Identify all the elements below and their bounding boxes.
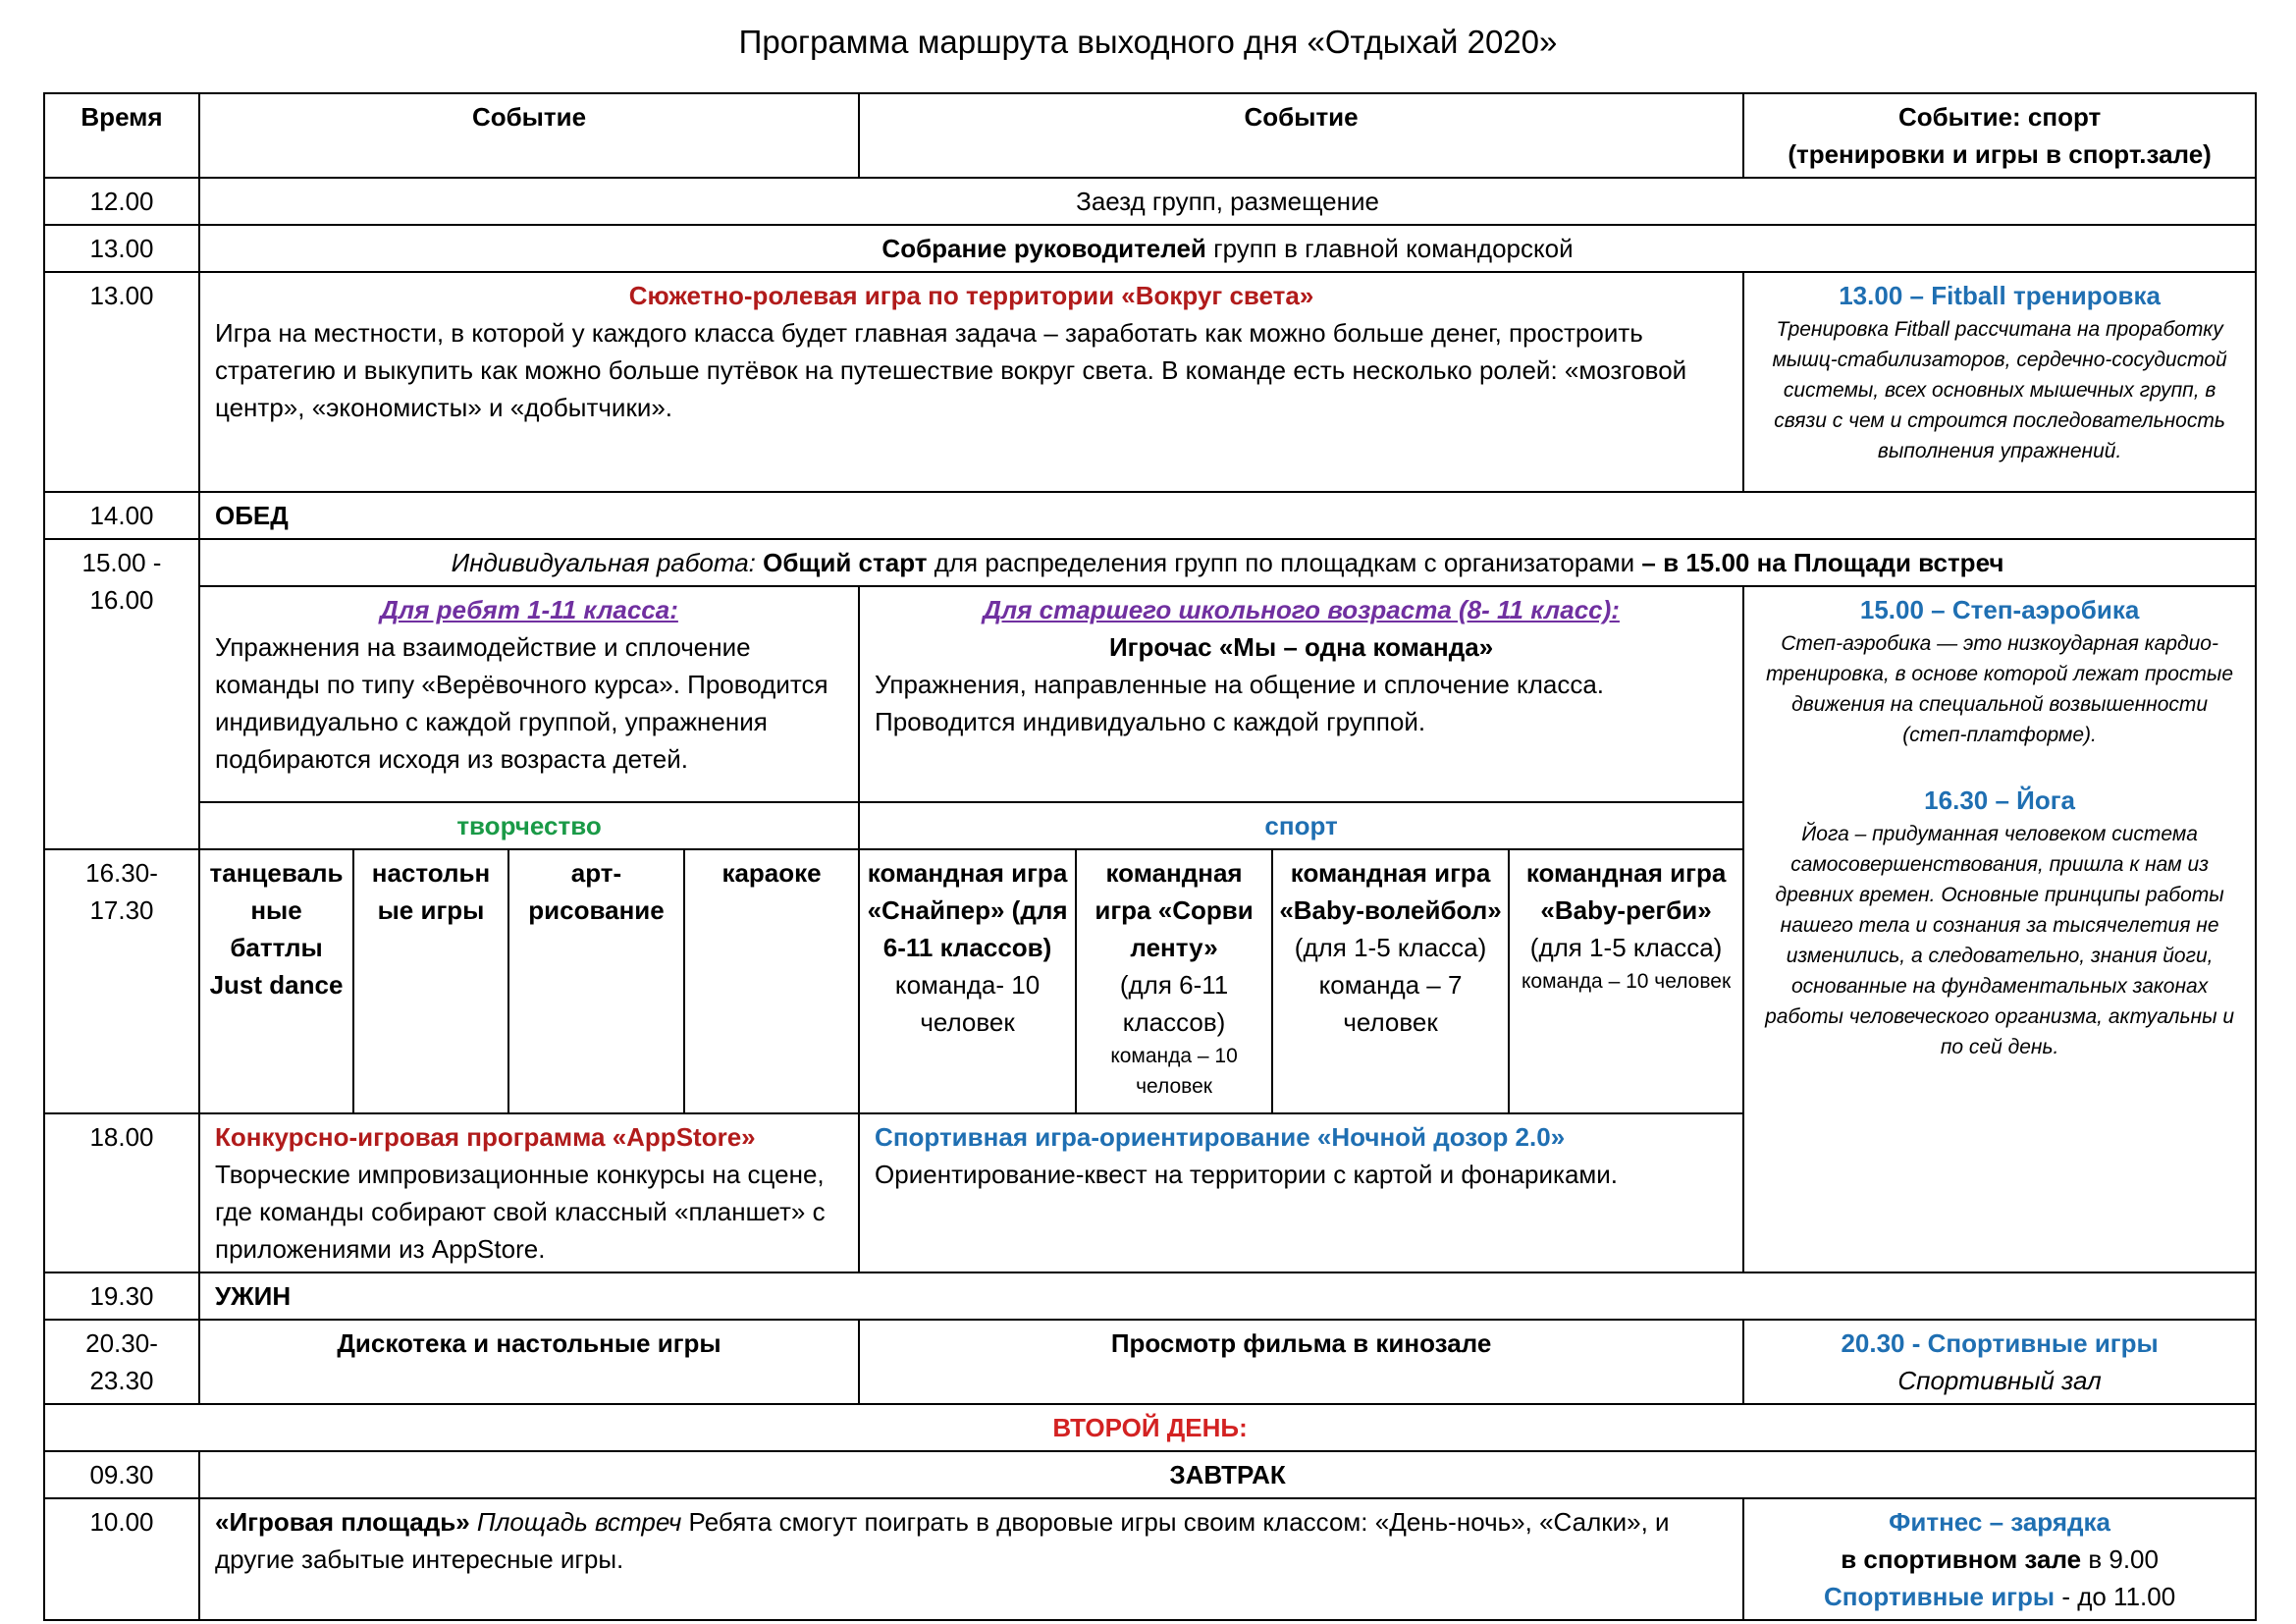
sport-games-line: [1759, 1578, 2240, 1615]
role-game-title: Сюжетно-ролевая игра по территории «Вокруг света»: [628, 281, 1314, 310]
play-square-place: Площадь встреч: [469, 1507, 682, 1537]
general-start: Общий старт: [763, 548, 928, 577]
yoga-title: 16.30 – Йога: [1924, 785, 2076, 815]
role-game-body: Игра на местности, в которой у каждого класса будет главная задача – заработать как можно больше денег, простроить стратегию и выкупить как можно больше путёвок на путешествие вокруг света. В команде есть несколько ролей: «мозговой центр», «экономисты» и «добытчики».: [215, 318, 1687, 422]
page-title: Программа маршрута выходного дня «Отдыхай 2020»: [738, 24, 1558, 60]
step-title: 15.00 – Степ-аэробика: [1859, 595, 2140, 624]
header-time: Время: [44, 93, 199, 178]
table-row: [44, 539, 2256, 586]
play-square-body: Ребята смогут поиграть в дворовые игры своим классом: «День-ночь», «Салки», и другие забытые интересные игры.: [215, 1507, 1670, 1574]
time-line1: 16.30-: [85, 858, 158, 888]
game-sniper-title: командная игра «Снайпер» (для 6-11 классов): [867, 858, 1068, 962]
fitball-title: 13.00 – Fitball тренировка: [1839, 281, 2161, 310]
game-rugby-title: командная игра «Baby-регби»: [1525, 858, 1727, 925]
individual-work-cell: [199, 539, 2256, 586]
fitball-cell: [1743, 272, 2256, 492]
table-row: [44, 1404, 2256, 1451]
time-line2: 16.00: [89, 585, 154, 615]
row-time: 13.00: [44, 272, 199, 492]
row-time: 12.00: [44, 178, 199, 225]
meeting-bold: Собрание руководителей: [881, 234, 1206, 263]
lunch-text: ОБЕД: [199, 492, 2256, 539]
old-subtitle: Игрочас «Мы – одна команда»: [1108, 632, 1494, 662]
dinner-text: УЖИН: [199, 1272, 2256, 1320]
row-time: [44, 539, 199, 849]
game-sniper: [859, 849, 1076, 1113]
game-rugby-note: (для 1-5 класса): [1529, 933, 1723, 962]
row-time: 13.00: [44, 225, 199, 272]
schedule-table: [43, 92, 2257, 1621]
sport-games-label: Спортивные игры: [1824, 1582, 2056, 1611]
young-body: Упражнения на взаимодействие и сплочение команды по типу «Верёвочного курса». Проводится индивидуально с каждой группой, упражнения подбираются исходя из возраста детей.: [215, 632, 828, 774]
activity-dance: танцеваль ные баттлы Just dance: [199, 849, 353, 1113]
fitness-time: в 9.00: [2081, 1544, 2159, 1574]
old-body: Упражнения, направленные на общение и сплочение класса. Проводится индивидуально с каждой группой.: [875, 670, 1605, 736]
time-line1: 20.30-: [85, 1328, 158, 1358]
header-sport-line1: Событие: спорт: [1897, 102, 2102, 132]
game-volleyball-note: (для 1-5 класса) команда – 7 человек: [1294, 933, 1487, 1037]
morning-sport-cell: [1743, 1498, 2256, 1620]
table-row: [44, 586, 2256, 802]
table-row: [44, 225, 2256, 272]
table-row: [44, 178, 2256, 225]
table-row: [44, 492, 2256, 539]
arrival-text: Заезд групп, размещение: [199, 178, 2256, 225]
step-yoga-cell: [1743, 586, 2256, 1272]
header-row: [44, 93, 2256, 178]
fitball-body: Тренировка Fitball рассчитана на проработку мышц-стабилизаторов, сердечно-сосудистой системы, всех основных мышечных групп, в связи с чем и строится последовательность выполнения упражнений.: [1772, 318, 2227, 462]
night-watch-cell: [859, 1113, 1743, 1272]
header-sport: [1743, 93, 2256, 178]
game-volleyball: [1272, 849, 1509, 1113]
row-time: [44, 1320, 199, 1404]
table-row: [44, 1498, 2256, 1620]
step-body: Степ-аэробика — это низкоударная кардио-тренировка, в основе которой лежат простые движения на специальной возвышенности (степ-платформе).: [1766, 632, 2234, 746]
header-event: Событие: [199, 93, 859, 178]
evening-sport-title: 20.30 - Спортивные игры: [1841, 1328, 2159, 1358]
fitness-place: в спортивном зале: [1841, 1544, 2082, 1574]
sport-header: спорт: [859, 802, 1743, 849]
disco-cell: Дискотека и настольные игры: [199, 1320, 859, 1404]
time-line2: 23.30: [89, 1366, 154, 1395]
table-row: [44, 1320, 2256, 1404]
appstore-cell: [199, 1113, 859, 1272]
young-title: Для ребят 1-11 класса:: [380, 595, 678, 624]
game-volleyball-title: командная игра «Baby-волейбол»: [1279, 858, 1502, 925]
header-event-2: Событие: [859, 93, 1743, 178]
activity-karaoke: караоке: [684, 849, 859, 1113]
appstore-title: Конкурсно-игровая программа «AppStore»: [215, 1122, 756, 1152]
night-watch-title: Спортивная игра-ориентирование «Ночной дозор 2.0»: [875, 1122, 1566, 1152]
meeting-cell: [199, 225, 2256, 272]
game-sniper-note: команда- 10 человек: [894, 970, 1041, 1037]
row-time: 19.30: [44, 1272, 199, 1320]
evening-sport-cell: [1743, 1320, 2256, 1404]
yoga-body: Йога – придуманная человеком система самосовершенствования, пришла к нам из древних времен. Основные принципы работы нашего тела и сознания за тысячелетия не изменились, а следовательно, знания йоги, основанные на фундаментальных законах работы человеческого организма, актуальны и по сей день.: [1765, 823, 2235, 1058]
game-rugby: [1509, 849, 1743, 1113]
row-time: 14.00: [44, 492, 199, 539]
appstore-body: Творческие импровизационные конкурсы на сцене, где команды собирают свой классный «планшет» с приложениями из AppStore.: [215, 1160, 826, 1264]
night-watch-body: Ориентирование-квест на территории с картой и фонариками.: [875, 1160, 1619, 1189]
play-square-cell: [199, 1498, 1743, 1620]
row-time: 10.00: [44, 1498, 199, 1620]
time-line2: 17.30: [89, 895, 154, 925]
row-time: 09.30: [44, 1451, 199, 1498]
time-line1: 15.00 -: [81, 548, 162, 577]
meeting-rest: групп в главной командорской: [1205, 234, 1574, 263]
game-ribbon: [1076, 849, 1272, 1113]
movie-cell: Просмотр фильма в кинозале: [859, 1320, 1743, 1404]
game-ribbon-title: командная игра «Сорви ленту»: [1095, 858, 1254, 962]
activity-board-games: настольн ые игры: [353, 849, 508, 1113]
table-row: [44, 1451, 2256, 1498]
old-cell: [859, 586, 1743, 802]
creative-header: творчество: [199, 802, 859, 849]
evening-sport-sub: Спортивный зал: [1897, 1366, 2102, 1395]
game-rugby-team: команда – 10 человек: [1521, 970, 1732, 993]
play-square-title: «Игровая площадь»: [215, 1507, 470, 1537]
individual-work-mid: для распределения групп по площадкам с организаторами: [927, 548, 1642, 577]
old-title: Для старшего школьного возраста (8- 11 класс):: [983, 595, 1620, 624]
table-row: [44, 1272, 2256, 1320]
individual-work-label: Индивидуальная работа:: [451, 548, 764, 577]
game-ribbon-note: (для 6-11 классов): [1119, 970, 1229, 1037]
header-sport-line2: (тренировки и игры в спорт.зале): [1788, 139, 2212, 169]
table-row: [44, 272, 2256, 492]
row-time: [44, 849, 199, 1113]
young-cell: [199, 586, 859, 802]
row-time: 18.00: [44, 1113, 199, 1272]
fitness-title: Фитнес – зарядка: [1889, 1507, 2110, 1537]
activity-art: арт-рисование: [508, 849, 684, 1113]
meeting-square: – в 15.00 на Площади встреч: [1641, 548, 2004, 577]
fitness-line: [1759, 1541, 2240, 1578]
game-ribbon-team: команда – 10 человек: [1110, 1045, 1238, 1098]
breakfast-text: ЗАВТРАК: [199, 1451, 2256, 1498]
second-day-heading: ВТОРОЙ ДЕНЬ:: [44, 1404, 2256, 1451]
sport-games-time: - до 11.00: [2055, 1582, 2176, 1611]
role-game-cell: [199, 272, 1743, 492]
